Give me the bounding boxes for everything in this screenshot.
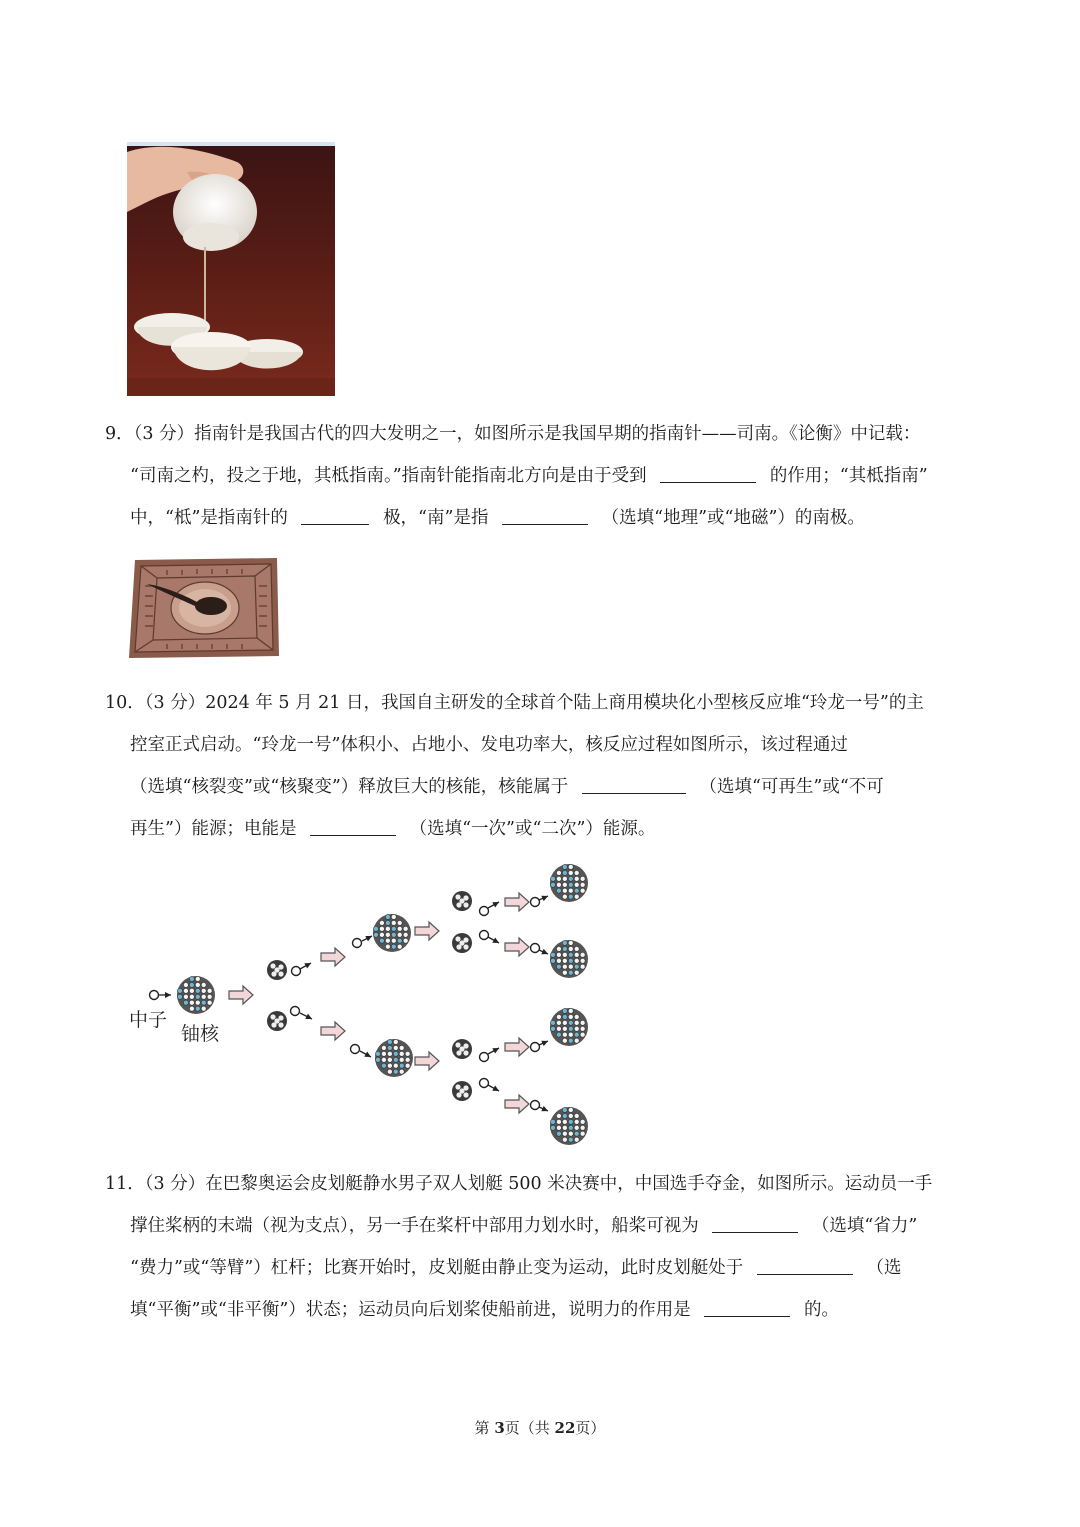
reaction-arrow-1b xyxy=(321,1022,345,1040)
uranium-nucleus-2a xyxy=(550,864,588,902)
q10-line-4b: （选填“一次”或“二次”）能源。 xyxy=(409,819,656,839)
q11-blank-2[interactable] xyxy=(757,1256,853,1275)
fragment-1a xyxy=(267,960,287,980)
uranium-nucleus-1a xyxy=(373,914,411,952)
neutron-3a xyxy=(480,907,489,916)
q10-blank-1[interactable] xyxy=(582,775,686,794)
neutron-4d xyxy=(531,1101,540,1110)
q11-line-1: 11．（3 分）在巴黎奥运会皮划艇静水男子双人划艇 500 米决赛中，中国选手夺金，如图所示。运动员一手 xyxy=(105,1174,933,1194)
fragment-1b xyxy=(267,1011,287,1031)
q9-line-1: 9．（3 分）指南针是我国古代的四大发明之一，如图所示是我国早期的指南针——司南。《论衡》中记载： xyxy=(105,424,921,444)
q10-line-1: 10．（3 分）2024 年 5 月 21 日，我国自主研发的全球首个陆上商用模块化小型核反应堆“玲龙一号”的主 xyxy=(105,693,924,713)
q11-line-3a: “费力”或“等臂”）杠杆；比赛开始时，皮划艇由静止变为运动，此时皮划艇处于 xyxy=(130,1258,744,1278)
q11-line-3b: （选 xyxy=(866,1258,902,1278)
reaction-arrow-2a xyxy=(415,922,439,940)
q11-line-2a: 撑住桨柄的末端（视为支点），另一手在桨杆中部用力划水时，船桨可视为 xyxy=(130,1216,699,1236)
q10-line-2: 控室正式启动。“玲龙一号”体积小、占地小、发电功率大，核反应过程如图所示，该过程通过 xyxy=(130,735,848,755)
reaction-arrow-3c xyxy=(505,1038,529,1056)
fragment-2a xyxy=(452,891,472,911)
neutron-2a xyxy=(353,939,362,948)
q9-line-3 xyxy=(130,506,865,530)
tea-pouring-photo xyxy=(127,142,335,396)
q10-line-4 xyxy=(130,817,655,841)
q9-line-2 xyxy=(130,464,928,488)
q11-line-4a: 填“平衡”或“非平衡”）状态；运动员向后划桨使船前进，说明力的作用是 xyxy=(130,1300,691,1320)
neutron-3d xyxy=(480,1079,489,1088)
neutron-1b xyxy=(291,1007,300,1016)
sinan-compass-photo xyxy=(127,556,281,660)
q10-line-3 xyxy=(130,775,884,799)
q9-line-3a: 中，“柢”是指南针的 xyxy=(130,508,288,528)
reaction-arrow-3a xyxy=(505,893,529,911)
fragment-2d xyxy=(452,1081,472,1101)
q10-line-3b: （选填“可再生”或“不可 xyxy=(699,777,884,797)
neutron-4b xyxy=(531,944,540,953)
uranium-nucleus-0 xyxy=(177,976,215,1014)
uranium-nucleus-2d xyxy=(550,1107,588,1145)
q9-blank-3[interactable] xyxy=(502,506,588,525)
reaction-arrow-1a xyxy=(321,948,345,966)
q9-line-2b: 的作用；“其柢指南” xyxy=(769,466,928,486)
page-footer xyxy=(0,1417,1080,1438)
q11-blank-1[interactable] xyxy=(712,1214,798,1233)
q10-line-4a: 再生”）能源；电能是 xyxy=(130,819,297,839)
q11-blank-3[interactable] xyxy=(704,1298,790,1317)
neutron-3c xyxy=(480,1053,489,1062)
uranium-nucleus-1b xyxy=(375,1039,413,1077)
reaction-arrow-2b xyxy=(415,1052,439,1070)
q11-line-4 xyxy=(130,1298,839,1322)
footer-total-pages: 22 xyxy=(554,1419,576,1437)
q9-line-2a: “司南之杓，投之于地，其柢指南。”指南针能指南北方向是由于受到 xyxy=(130,466,647,486)
footer-prefix: 第 xyxy=(474,1419,495,1437)
uranium-label: 铀核 xyxy=(181,1023,220,1045)
reaction-arrow-0 xyxy=(229,986,253,1004)
neutron-0 xyxy=(150,991,159,1000)
fragment-2b xyxy=(452,933,472,953)
fission-diagram-svg xyxy=(125,855,605,1155)
uranium-nucleus-2b xyxy=(550,940,588,978)
fragment-2c xyxy=(452,1039,472,1059)
neutron-label: 中子 xyxy=(129,1009,168,1031)
q9-blank-1[interactable] xyxy=(660,464,756,483)
neutron-0-arrow-head xyxy=(165,992,171,998)
reaction-arrow-3d xyxy=(505,1095,529,1113)
neutron-3b xyxy=(480,931,489,940)
neutron-2b xyxy=(351,1045,360,1054)
q11-line-2b: （选填“省力” xyxy=(811,1216,918,1236)
neutron-4a xyxy=(531,898,540,907)
reaction-arrow-3b xyxy=(505,938,529,956)
uranium-nucleus-2c xyxy=(550,1008,588,1046)
neutron-1a xyxy=(292,967,301,976)
q11-line-4b: 的。 xyxy=(803,1300,839,1320)
footer-suffix: 页） xyxy=(575,1419,606,1437)
footer-page-number: 3 xyxy=(494,1419,505,1437)
q9-line-3b: 极，“南”是指 xyxy=(383,508,489,528)
footer-mid: 页（共 xyxy=(504,1419,555,1437)
q11-line-3 xyxy=(130,1256,901,1280)
neutron-4c xyxy=(531,1043,540,1052)
q10-line-3a: （选填“核裂变”或“核聚变”）释放巨大的核能，核能属于 xyxy=(130,777,569,797)
q9-line-3c: （选填“地理”或“地磁”）的南极。 xyxy=(601,508,865,528)
q11-line-2 xyxy=(130,1214,917,1238)
fission-diagram xyxy=(125,855,605,1155)
q10-blank-2[interactable] xyxy=(310,817,396,836)
q9-blank-2[interactable] xyxy=(301,506,369,525)
